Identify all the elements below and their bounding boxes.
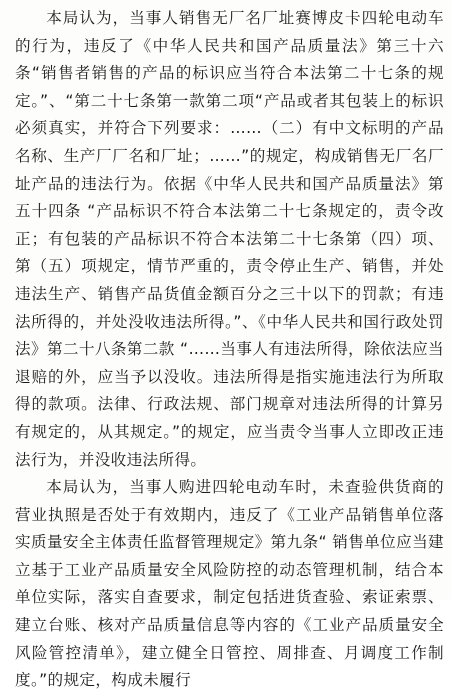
paragraph-product-quality-violation: 本局认为，当事人销售无厂名厂址赛博皮卡四轮电动车的行为，违反了《中华人民共和国产品质量法》第三十六条“销售者销售的产品的标识应当符合本法第二十七条的规定。”、“第二十七条第一款第二项“产品或者其包装上的标识必须真实，并符合下列要求：……（二）有中文标明的产品名称、生产厂厂名和厂址；……”的规定，构成销售无厂名厂址产品的违法行为。依据《中华人民共和国产品质量法》第五十四条 “产品标识不符合本法第二十七条规定的，责令改正；有包装的产品标识不符合本法第二十七条第（四）项、第（五）项规定，情节严重的，责令停止生产、销售，并处违法生产、销售产品货值金额百分之三十以下的罚款；有违法所得的，并处没收违法所得。”、《中华人民共和国行政处罚法》第二十八条第二款 “……当事人有违法所得，除依法应当退赔的外，应当予以没收。违法所得是指实施违法行为所取得的款项。法律、行政法规、部门规章对违法所得的计算另有规定的，从其规定。”的规定，应当责令当事人立即改正违法行为，并没收违法所得。 bbox=[15, 9, 444, 469]
paragraph-supplier-verification-violation: 本局认为，当事人购进四轮电动车时，未查验供货商的营业执照是否处于有效期内，违反了《工业产品销售单位落实质量安全主体责任监督管理规定》第九条“ 销售单位应当建立基于工业产品质量安全风险防控的动态管理机制，结合本单位实际，落实自查要求，制定包括进货查验、索证索票、建立台账、核对产品质量信息等内容的《工业产品质量安全风险管控清单》，建立健全日管控、周排查、月调度工作制度。”的规定，构成未履行 bbox=[15, 478, 444, 690]
